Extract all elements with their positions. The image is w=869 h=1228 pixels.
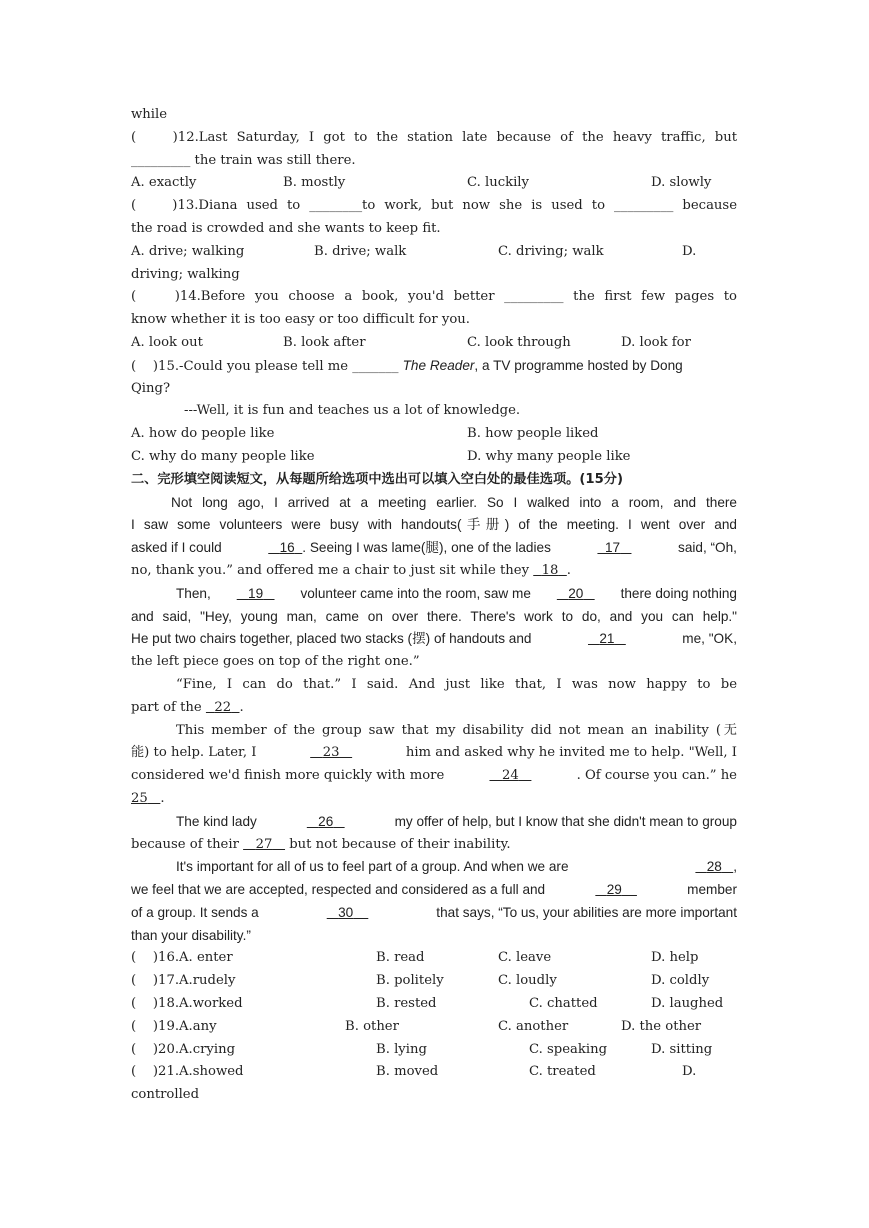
passage-line [131,537,737,560]
document-page [131,104,737,1107]
passage-text: part of the [131,699,202,715]
options-row-15a [131,423,737,446]
text-line: driving; walking [131,266,240,282]
option-d: D. look for [621,334,691,350]
passage-text: we feel that we are accepted, respected and considered as a full and [131,882,546,898]
option-d: D. laughed [651,996,724,1012]
option-c: C. another [498,1018,569,1034]
blank-22: 22 [214,699,232,715]
question-14: ( )14.Before you choose a book, you'd better _________ the first few pages to [131,289,737,305]
passage-line: than your disability.” [131,927,251,943]
option-a: ( )19.A.any [131,1018,217,1034]
passage-text: Then, [176,585,211,601]
blank-18: 18 [541,562,559,578]
option-c: C. look through [467,334,571,350]
option-c: C. leave [498,950,552,966]
blank-29: 29 [606,882,622,898]
blank-27: 27 [255,836,273,852]
passage-line: It's important for all of us to feel part of a group. And when we are 28 , [131,856,737,879]
option-d: D. [682,243,697,259]
option-a: A. exactly [131,175,197,191]
passage-line [131,742,737,765]
option-d: D. why many people like [467,448,631,464]
option-d: D. sitting [651,1041,713,1057]
blank-25: 25 [131,790,148,806]
passage-line [131,765,737,788]
option-b: B. drive; walk [314,243,407,259]
option-d: D. help [651,950,699,966]
passage-line: 25 . [131,790,165,806]
option-d: D. [682,1064,697,1080]
passage-line: and said, "Hey, young man, came on over there. There's work to do, and you can help." [131,608,737,624]
options-row-18 [131,993,737,1016]
blank-24: 24 [502,768,519,784]
passage-text: The kind lady [176,813,257,829]
options-row-20 [131,1039,737,1062]
passage-line [131,834,737,857]
option-c: C. speaking [529,1041,608,1057]
option-d: D. slowly [651,175,712,191]
text-line: controlled [131,1087,200,1103]
passage-text: me, "OK, [682,631,737,647]
question-text: ( )15.-Could you please tell me _______ [131,358,399,374]
dialogue-line: ---Well, it is fun and teaches us a lot of knowledge. [184,403,521,419]
passage-text: . Seeing I was lame(腿), one of the ladies [302,540,551,556]
options-row-16 [131,947,737,970]
passage-line [131,811,737,834]
option-b: B. how people liked [467,426,599,442]
passage-line: I saw some volunteers were busy with handouts(手册) of the meeting. I went over and [131,517,737,533]
question-text: , a TV programme hosted by Dong [474,357,683,373]
passage-text: my offer of help, but I know that she didn't mean to group [394,813,737,829]
blank-17: 17 [605,540,621,556]
question-12: ( )12.Last Saturday, I got to the station late because of the heavy traffic, but [131,129,737,145]
options-row-17 [131,970,737,993]
passage-line [131,902,737,925]
option-c: C. driving; walk [498,243,604,259]
blank-16: 16 [279,540,295,556]
text-line: while [131,107,168,122]
passage-text: considered we'd finish more quickly with more [131,768,445,784]
option-b: B. look after [283,334,366,350]
passage-text: member [687,882,737,898]
options-row-12 [131,172,737,195]
option-b: B. politely [376,973,444,989]
passage-text: him and asked why he invited me to help. "Well, I [405,745,737,761]
option-a: ( )21.A.showed [131,1064,244,1080]
option-b: B. moved [376,1064,439,1080]
passage-text: there doing nothing [620,585,737,601]
option-a: ( )16.A. enter [131,950,233,966]
option-a: A. how do people like [131,426,275,442]
passage-text: He put two chairs together, placed two stacks (摆) of handouts and [131,631,532,647]
question-15 [131,355,737,378]
passage-text: 能) to help. Later, I [131,745,257,761]
blank-30: 30 [338,904,354,920]
passage-text: but not because of their inability. [289,836,511,852]
option-a: ( )17.A.rudely [131,973,236,989]
option-c: C. chatted [529,996,598,1012]
option-c: C. why do many people like [131,448,315,464]
option-b: B. read [376,950,425,966]
passage-line: Not long ago, I arrived at a meeting earlier. So I walked into a room, and there [171,494,737,510]
blank-28: 28 [706,859,722,875]
options-row-15b [131,446,737,469]
passage-line: part of the 22 . [131,699,244,715]
question-13: ( )13.Diana used to ________to work, but now she is used to _________ because [131,198,737,214]
blank-20: 20 [568,585,584,601]
option-b: B. mostly [283,175,346,191]
text-line: _________ the train was still there. [131,152,356,168]
option-a: ( )20.A.crying [131,1041,236,1057]
option-a: A. drive; walking [131,243,245,259]
passage-line: no, thank you.” and offered me a chair to just sit while they 18 . [131,562,571,578]
passage-text: It's important for all of us to feel part of a group. And when we are [176,859,569,875]
options-row-14 [131,332,737,355]
passage-text: said, “Oh, [678,540,737,556]
option-d: D. the other [621,1018,702,1034]
blank-19: 19 [248,585,264,601]
passage-line: This member of the group saw that my disability did not mean an inability (无 [176,722,737,738]
programme-title: The Reader [402,357,475,373]
section-title: 二、完形填空阅读短文，从每题所给选项中选出可以填入空白处的最佳选项。(15分) [131,471,623,487]
option-b: B. rested [376,996,437,1012]
passage-text: because of their [131,836,239,852]
options-row-21 [131,1061,737,1084]
passage-line: the left piece goes on top of the right one.” [131,654,420,670]
option-c: C. treated [529,1064,596,1080]
option-b: B. other [345,1018,399,1034]
passage-line [131,628,737,651]
passage-text: volunteer came into the room, saw me [300,585,531,601]
passage-line [131,879,737,902]
text-line: Qing? [131,380,171,396]
passage-line [131,583,737,606]
passage-text: no, thank you.” and offered me a chair to just sit while they [131,562,530,578]
passage-line: “Fine, I can do that.” I said. And just like that, I was now happy to be [176,676,737,692]
option-b: B. lying [376,1041,427,1057]
blank-23: 23 [322,745,340,761]
blank-26: 26 [318,813,334,829]
passage-text: of a group. It sends a [131,904,259,920]
blank-21: 21 [599,631,615,647]
options-row-13 [131,241,737,264]
passage-text: asked if I could [131,540,222,556]
text-line: the road is crowded and she wants to keep fit. [131,220,441,236]
option-d: D. coldly [651,973,710,989]
text-line: know whether it is too easy or too difficult for you. [131,312,470,328]
passage-text: that says, “To us, your abilities are more important [436,904,737,920]
option-a: ( )18.A.worked [131,996,243,1012]
option-c: C. luckily [467,175,529,191]
passage-text: . Of course you can.” he [576,768,737,784]
option-c: C. loudly [498,973,557,989]
options-row-19 [131,1016,737,1039]
option-a: A. look out [131,334,203,350]
